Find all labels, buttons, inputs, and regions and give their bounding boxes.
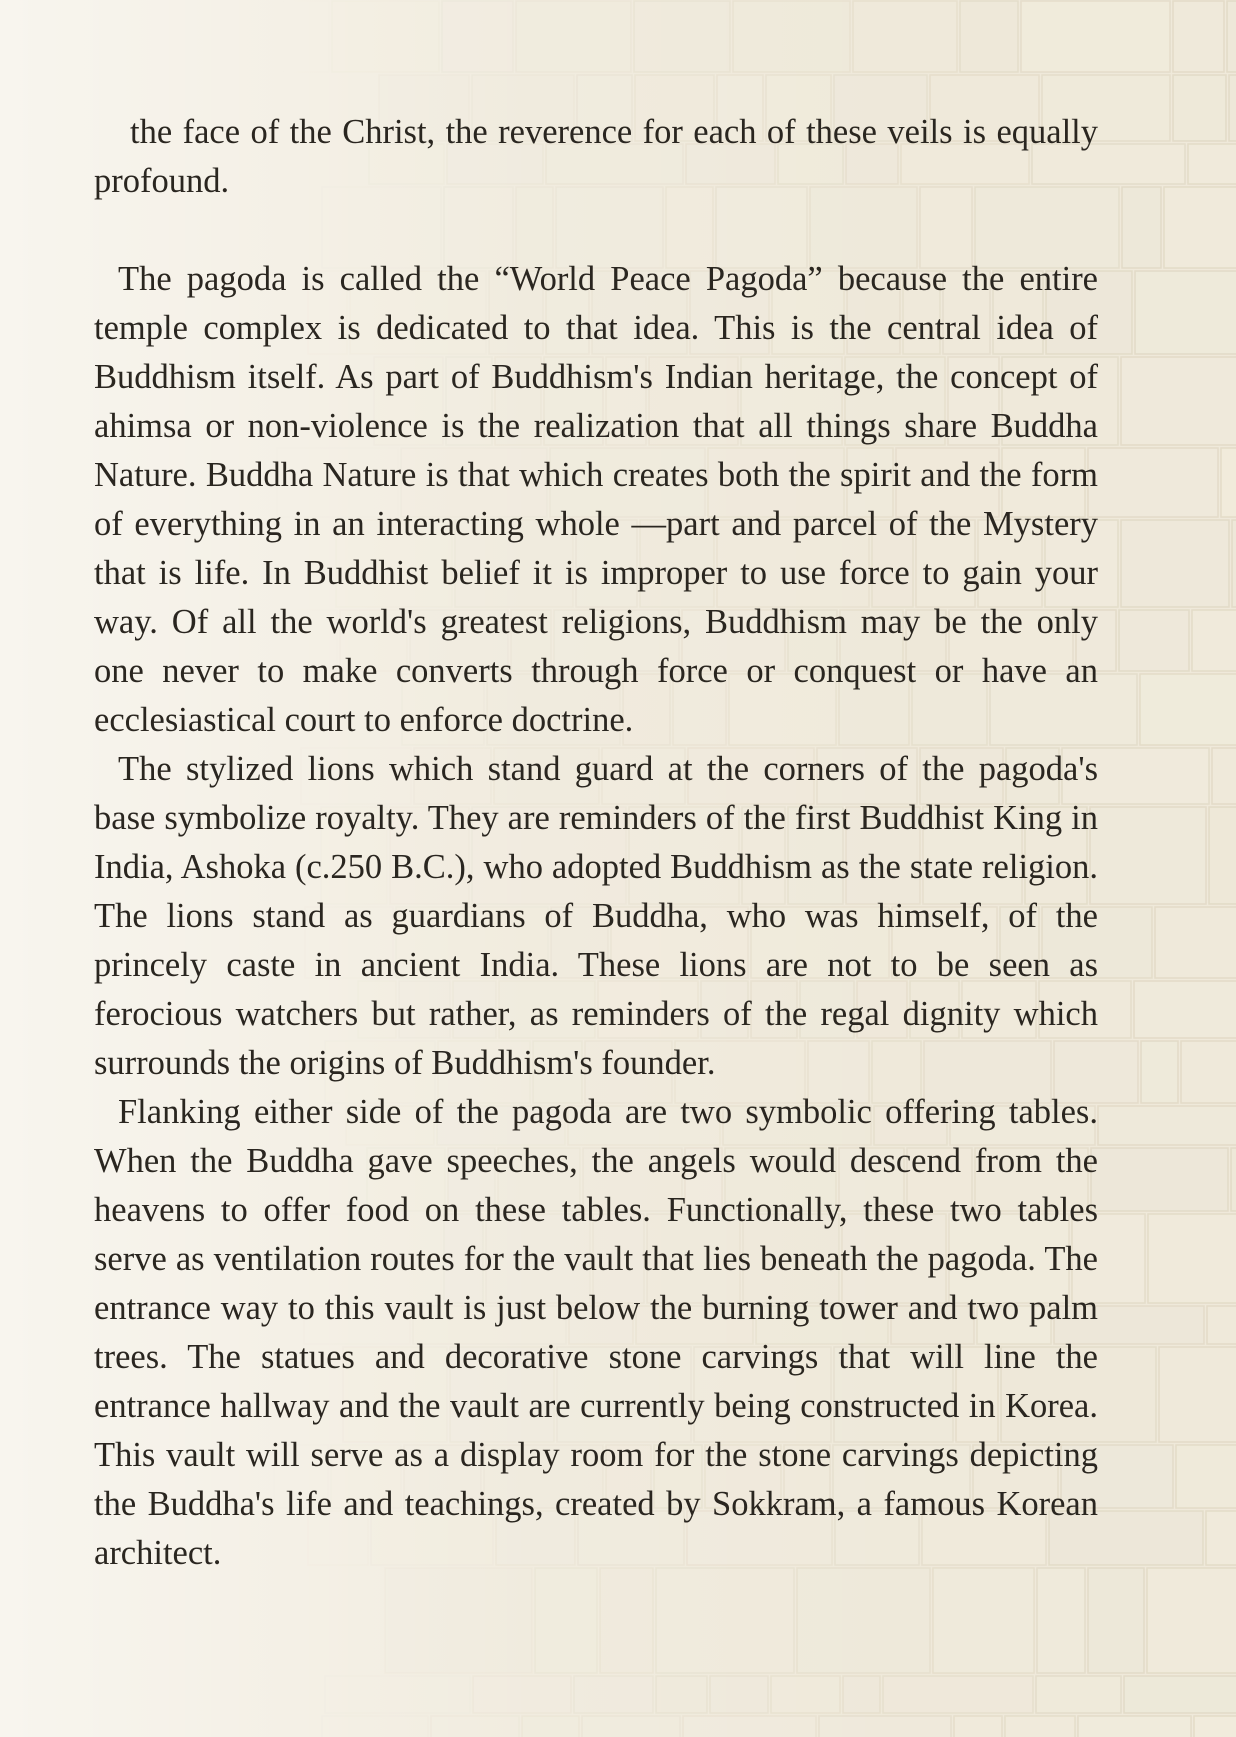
stone-block <box>1147 1568 1236 1673</box>
stone-block <box>1135 271 1236 354</box>
stone-block <box>1037 1568 1085 1673</box>
stone-block <box>582 1716 680 1737</box>
stone-block <box>332 1 439 72</box>
paragraph-world-peace-pagoda: The pagoda is called the “World Peace Pagoda” because the entire temple complex is dedicated to that idea. This is the central idea of Buddhism itself. As part of Buddhism's Indian heritage, the concept of ahimsa or non-violence is the realization that all things share Buddha Nature. Buddha Nature is that which creates both the spirit and the form of everything in an interacting whole —part and parcel of the Mystery that is life. In Buddhist belief it is improper to use force to gain your way. Of all the world's greatest religions, Buddhism may be the only one never to make converts through force or conquest or have an ecclesiastical court to enforce doctrine. <box>94 260 1098 739</box>
stone-block <box>522 1716 579 1737</box>
stone-block <box>819 1716 951 1737</box>
stone-block <box>1088 448 1218 517</box>
stone-block <box>431 1716 519 1737</box>
stone-block <box>853 1 957 72</box>
stone-block <box>954 1716 1002 1737</box>
stone-block <box>574 1676 653 1713</box>
stone-block <box>1206 1511 1236 1565</box>
stone-block <box>385 1568 532 1673</box>
stone-block <box>1098 1106 1236 1145</box>
stone-block <box>797 1568 930 1673</box>
stone-block <box>1148 1214 1236 1303</box>
stone-block <box>1194 1716 1236 1737</box>
body-text <box>94 108 1098 1578</box>
stone-block <box>710 1676 768 1713</box>
stone-block <box>1229 75 1236 141</box>
stone-block <box>1176 1445 1236 1508</box>
stone-block <box>1078 1716 1191 1737</box>
stone-block <box>656 1676 707 1713</box>
stone-block <box>1141 1041 1178 1103</box>
stone-block <box>516 1 631 72</box>
stone-block <box>1232 520 1236 607</box>
stone-block <box>634 1 730 72</box>
stone-block <box>1119 610 1189 671</box>
stone-block <box>1091 1148 1228 1211</box>
stone-block <box>933 1568 1034 1673</box>
stone-block <box>1088 1568 1144 1673</box>
stone-block <box>656 1568 794 1673</box>
paragraph-continued: the face of the Christ, the reverence for each of these veils is equally profound. <box>94 113 1098 200</box>
stone-block <box>683 1716 816 1737</box>
stone-block <box>1207 1306 1236 1344</box>
stone-block <box>733 1 850 72</box>
stone-block <box>843 1676 880 1713</box>
stone-block <box>1134 981 1236 1038</box>
stone-block <box>325 1676 470 1713</box>
stone-block <box>1005 1716 1075 1737</box>
stone-block <box>1231 1148 1236 1211</box>
stone-block <box>1164 187 1236 268</box>
paragraph-offering-tables: Flanking either side of the pagoda are two symbolic offering tables. When the Buddha gave speeches, the angels would descend from the heavens to offer food on these tables. Functionally, these two tables serve as ventilation routes for the vault that lies beneath the pagoda. The entrance way to this vault is just below the burning tower and two palm trees. The statues and decorative stone carvings that will line the entrance hallway and the vault are currently being constructed in Korea. This vault will serve as a display room for the stone carvings depicting the Buddha's life and teachings, created by Sokkram, a famous Korean architect. <box>94 1093 1098 1572</box>
stone-block <box>473 1676 571 1713</box>
stone-block <box>960 1 1018 72</box>
stone-block <box>1036 1676 1121 1713</box>
stone-block <box>1212 748 1236 804</box>
stone-block <box>771 1676 840 1713</box>
stone-block <box>283 1 329 72</box>
stone-block <box>1124 1676 1236 1713</box>
stone-block <box>1192 610 1236 671</box>
stone-block <box>1188 144 1236 184</box>
stone-block <box>535 1568 597 1673</box>
stone-block <box>1122 187 1161 268</box>
stone-block <box>442 1 513 72</box>
stone-block <box>1159 1347 1236 1442</box>
paragraph-stylized-lions: The stylized lions which stand guard at the corners of the pagoda's base symbolize royalty. They are reminders of the first Buddhist King in India, Ashoka (c.250 B.C.), who adopted Buddhism as the state religion. The lions stand as guardians of Buddha, who was himself, of the princely caste in ancient India. These lions are not to be seen as ferocious watchers but rather, as reminders of the regal dignity which surrounds the origins of Buddhism's founder. <box>94 750 1098 1082</box>
stone-block <box>1090 807 1206 904</box>
stone-block <box>1173 1 1224 72</box>
stone-block <box>1209 807 1236 904</box>
stone-block <box>1181 1041 1236 1103</box>
stone-block <box>1173 75 1226 141</box>
stone-block <box>1227 1 1236 72</box>
stone-block <box>600 1568 653 1673</box>
stone-block <box>1021 1 1170 72</box>
stone-block <box>1121 520 1229 607</box>
stone-block <box>1140 674 1236 745</box>
stone-block <box>1221 448 1236 517</box>
stone-block <box>1121 357 1236 445</box>
stone-block <box>322 1716 428 1737</box>
stone-block <box>1155 907 1236 978</box>
stone-block <box>883 1676 1033 1713</box>
